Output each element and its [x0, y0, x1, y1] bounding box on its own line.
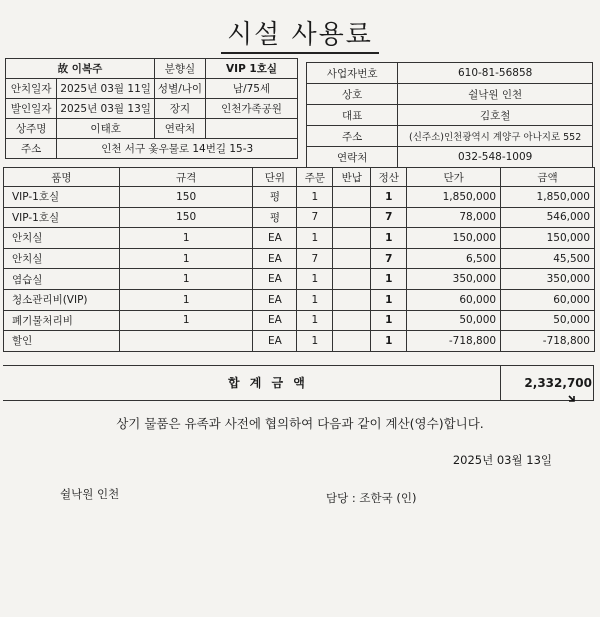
total-label: 합 계 금 액 [228, 376, 308, 390]
arrow-icon [568, 395, 578, 405]
bizno-label: 사업자번호 [307, 63, 398, 84]
table-row [4, 289, 595, 310]
item-settle: 7 [371, 248, 407, 269]
item-return [333, 207, 371, 228]
header-name: 품명 [4, 168, 120, 187]
item-settle: 1 [371, 228, 407, 249]
item-return [333, 187, 371, 208]
item-spec: 1 [119, 228, 253, 249]
table-row [4, 269, 595, 290]
phone-label: 연락처 [307, 147, 398, 168]
document-title: 시설 사용료 [0, 14, 600, 51]
total-value: 2,332,700 [524, 376, 592, 390]
item-amount: 60,000 [501, 289, 595, 310]
item-amount: 50,000 [501, 310, 595, 331]
rep-value: 김호철 [398, 105, 593, 126]
footer-company: 쉴낙원 인천 [60, 487, 120, 501]
item-unit: EA [253, 248, 297, 269]
item-spec [119, 331, 253, 352]
item-spec: 1 [119, 289, 253, 310]
statement-text: 상기 물품은 유족과 사전에 협의하여 다음과 같이 계산(영수)합니다. [116, 416, 484, 431]
item-amount: 1,850,000 [501, 187, 595, 208]
item-unit: 평 [253, 207, 297, 228]
gender-age-value: 남/75세 [206, 79, 298, 99]
header-unit: 단위 [253, 168, 297, 187]
issue-label: 발인일자 [6, 99, 57, 119]
header-amount: 금액 [501, 168, 595, 187]
item-order: 1 [297, 310, 333, 331]
mourner-label: 상주명 [6, 119, 57, 139]
item-order: 1 [297, 331, 333, 352]
item-order: 7 [297, 207, 333, 228]
checkin-label: 안치일자 [6, 79, 57, 99]
table-row [4, 187, 595, 208]
rep-label: 대표 [307, 105, 398, 126]
item-spec: 1 [119, 248, 253, 269]
item-amount: 45,500 [501, 248, 595, 269]
header-order: 주문 [297, 168, 333, 187]
company-info-table [306, 62, 593, 168]
table-row [4, 207, 595, 228]
header-price: 단가 [407, 168, 501, 187]
item-price: 60,000 [407, 289, 501, 310]
item-unit: EA [253, 331, 297, 352]
item-price: 1,850,000 [407, 187, 501, 208]
item-unit: EA [253, 310, 297, 331]
issue-value: 2025년 03월 13일 [57, 99, 155, 119]
company-label: 상호 [307, 84, 398, 105]
item-settle: 1 [371, 331, 407, 352]
burial-label: 장지 [154, 99, 205, 119]
deceased-name: 故 이복주 [6, 59, 155, 79]
item-price: 150,000 [407, 228, 501, 249]
address-label: 주소 [6, 139, 57, 159]
item-return [333, 310, 371, 331]
header-return: 반납 [333, 168, 371, 187]
table-row [4, 310, 595, 331]
item-price: 50,000 [407, 310, 501, 331]
item-name: 폐기물처리비 [4, 310, 120, 331]
table-row [4, 248, 595, 269]
company-value: 쉴낙원 인천 [398, 84, 593, 105]
item-price: 78,000 [407, 207, 501, 228]
room-value: VIP 1호실 [206, 59, 298, 79]
item-spec: 150 [119, 187, 253, 208]
header-settle: 정산 [371, 168, 407, 187]
item-amount: 350,000 [501, 269, 595, 290]
item-order: 1 [297, 187, 333, 208]
contact-value [206, 119, 298, 139]
manager-signature: 담당 : 조한국 (인) [326, 491, 417, 505]
item-name: 안치실 [4, 248, 120, 269]
item-settle: 1 [371, 187, 407, 208]
item-spec: 1 [119, 269, 253, 290]
address-value: 인천 서구 옻우물로 14번길 15-3 [57, 139, 298, 159]
checkin-value: 2025년 03월 11일 [57, 79, 155, 99]
table-row [4, 228, 595, 249]
company-address-label: 주소 [307, 126, 398, 147]
item-amount: -718,800 [501, 331, 595, 352]
header-spec: 규격 [119, 168, 253, 187]
issue-date: 2025년 03월 13일 [452, 453, 552, 467]
item-return [333, 331, 371, 352]
item-spec: 150 [119, 207, 253, 228]
item-return [333, 269, 371, 290]
item-price: 350,000 [407, 269, 501, 290]
item-order: 7 [297, 248, 333, 269]
item-settle: 1 [371, 310, 407, 331]
deceased-info-table [5, 58, 298, 159]
item-unit: EA [253, 228, 297, 249]
item-name: VIP-1호실 [4, 207, 120, 228]
item-settle: 1 [371, 269, 407, 290]
contact-label: 연락처 [154, 119, 205, 139]
item-return [333, 289, 371, 310]
item-name: 염습실 [4, 269, 120, 290]
item-order: 1 [297, 269, 333, 290]
item-order: 1 [297, 289, 333, 310]
room-label: 분향실 [154, 59, 205, 79]
total-divider [500, 366, 501, 400]
item-name: 할인 [4, 331, 120, 352]
item-unit: EA [253, 289, 297, 310]
total-box [3, 365, 594, 401]
table-header-row [4, 168, 595, 187]
item-amount: 150,000 [501, 228, 595, 249]
item-order: 1 [297, 228, 333, 249]
item-amount: 546,000 [501, 207, 595, 228]
mourner-value: 이태호 [57, 119, 155, 139]
item-settle: 1 [371, 289, 407, 310]
burial-value: 인천가족공원 [206, 99, 298, 119]
item-settle: 7 [371, 207, 407, 228]
item-price: -718,800 [407, 331, 501, 352]
item-name: 안치실 [4, 228, 120, 249]
company-address-value: (신주소)인천광역시 계양구 아나지로 552 [398, 126, 593, 147]
item-spec: 1 [119, 310, 253, 331]
gender-age-label: 성별/나이 [154, 79, 205, 99]
bizno-value: 610-81-56858 [398, 63, 593, 84]
item-name: 청소관리비(VIP) [4, 289, 120, 310]
item-name: VIP-1호실 [4, 187, 120, 208]
items-table [3, 167, 595, 352]
item-return [333, 248, 371, 269]
table-row [4, 331, 595, 352]
phone-value: 032-548-1009 [398, 147, 593, 168]
item-return [333, 228, 371, 249]
item-price: 6,500 [407, 248, 501, 269]
item-unit: 평 [253, 187, 297, 208]
item-unit: EA [253, 269, 297, 290]
